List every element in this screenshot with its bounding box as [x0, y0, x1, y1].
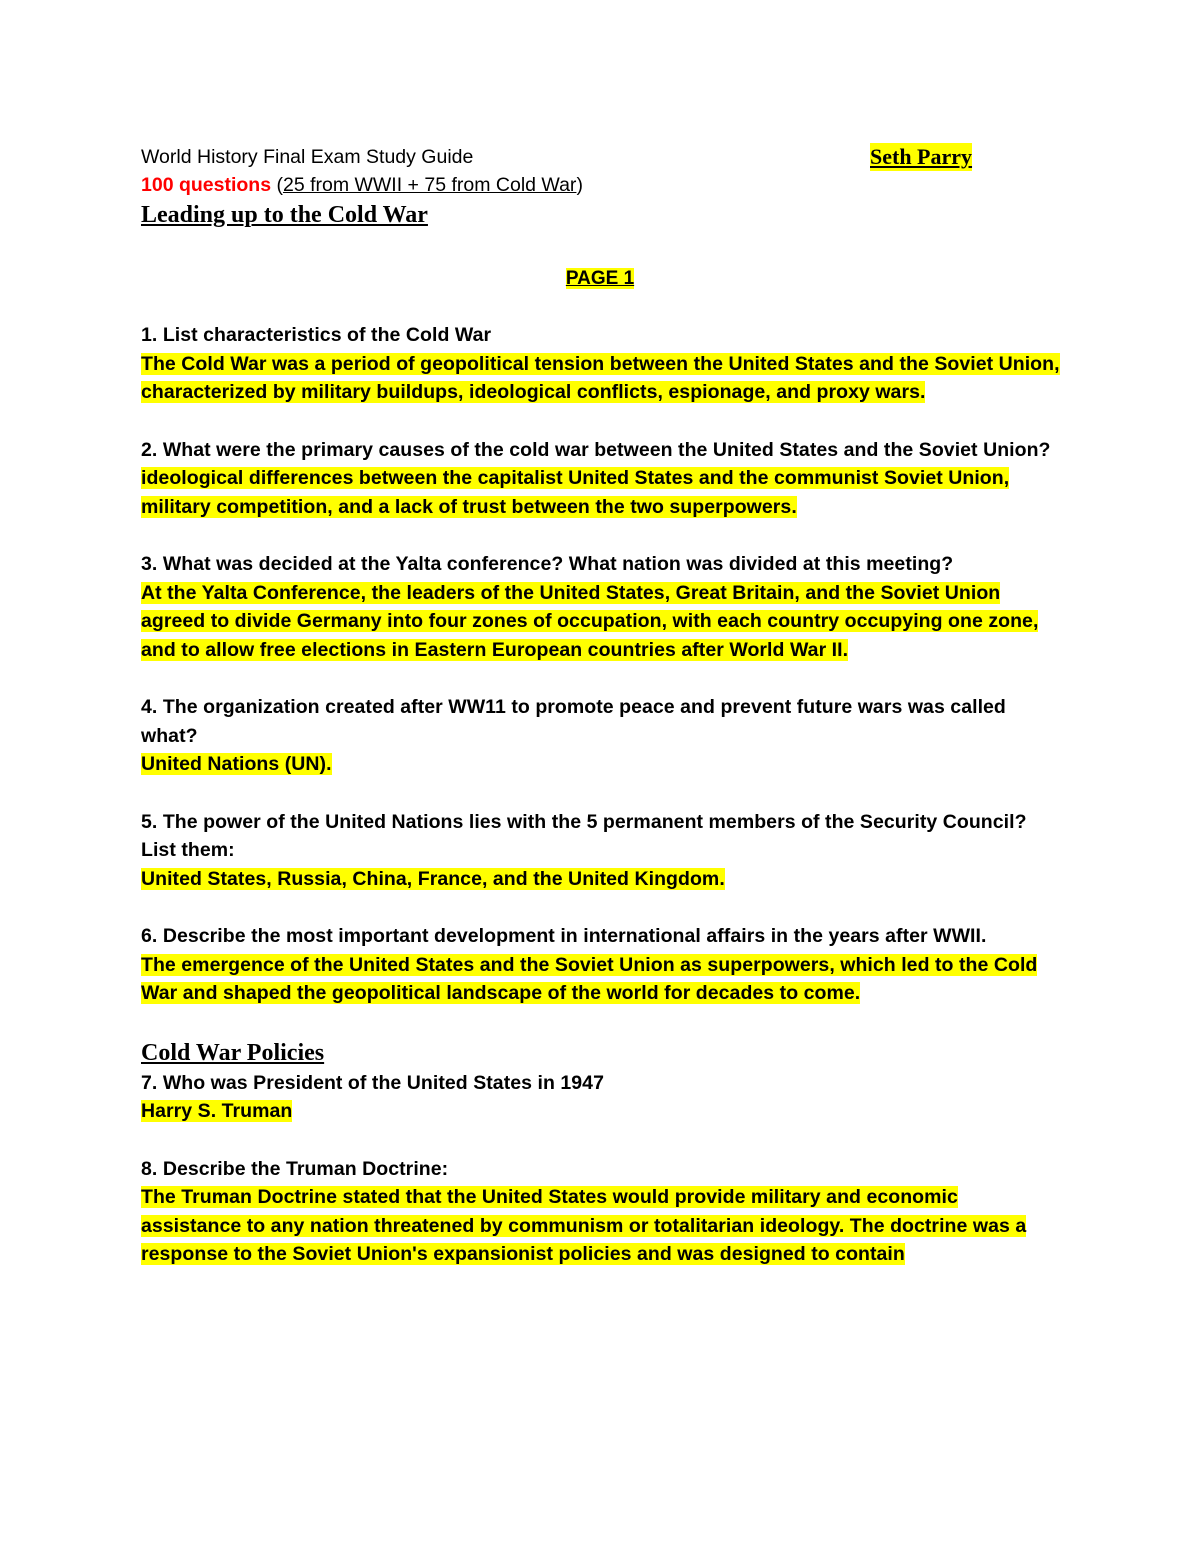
document-content [141, 143, 1061, 1298]
page-label [141, 265, 1059, 293]
question-count: 100 questions [141, 174, 272, 196]
qa-item [141, 321, 1061, 407]
answer-highlight: The Cold War was a period of geopolitical tension between the United States and the Soviet Union, characterized by military buildups, ideological conflicts, espionage, and proxy wars. [141, 352, 1060, 403]
qa-item [141, 1155, 1061, 1269]
question-text: 2. What were the primary causes of the cold war between the United States and the Soviet Union? [141, 438, 1051, 461]
breakdown-open-paren: ( [276, 174, 283, 196]
answer-highlight: At the Yalta Conference, the leaders of the United States, Great Britain, and the Soviet Union agreed to divide Germany into four zones of occupation, with each country occupying one zone, and to allow free elections in Eastern European countries after World War II. [141, 581, 1039, 661]
answer-highlight: The emergence of the United States and the Soviet Union as superpowers, which led to the Cold War and shaped the geopolitical landscape of the world for decades to come. [141, 953, 1038, 1004]
answer-text [141, 1183, 1061, 1269]
answer-text [141, 1097, 1061, 1126]
question-text: 6. Describe the most important development in international affairs in the years after WWII. [141, 925, 987, 947]
qa-item [141, 436, 1061, 522]
answer-highlight: ideological differences between the capitalist United States and the communist Soviet Union, military competition, and a lack of trust between the two superpowers. [141, 467, 1010, 518]
breakdown-close-paren: ) [576, 174, 583, 196]
qa-item [141, 693, 1061, 779]
question-count-line [141, 171, 1061, 199]
question-text: 3. What was decided at the Yalta conference? What nation was divided at this meeting? [141, 553, 954, 575]
qa-item [141, 922, 1061, 1008]
section-heading: Leading up to the Cold War [141, 202, 428, 228]
author-name: Seth Parry [870, 144, 973, 169]
answer-highlight: The Truman Doctrine stated that the United States would provide military and economic assistance to any nation threatened by communism or totalitarian ideology. The doctrine was a response to the Soviet Union's expansionist policies and was designed to contain [141, 1186, 1027, 1265]
section-heading: Cold War Policies [141, 1039, 325, 1066]
answer-highlight: United States, Russia, China, France, and the United Kingdom. [141, 867, 725, 890]
qa-item [141, 1069, 1061, 1126]
qa-item [141, 808, 1061, 894]
header-title-row [141, 143, 1061, 171]
question-text: 5. The power of the United Nations lies with the 5 permanent members of the Security Council? List them: [141, 810, 1027, 861]
answer-text [141, 865, 1061, 894]
answer-highlight: United Nations (UN). [141, 753, 332, 775]
qa-item [141, 550, 1061, 664]
answer-text [141, 750, 1061, 779]
question-text: 8. Describe the Truman Doctrine: [141, 1157, 449, 1180]
section-cold-war-policies [141, 1037, 1061, 1269]
question-text: 1. List characteristics of the Cold War [141, 324, 492, 346]
answer-text [141, 464, 1061, 521]
document-title: World History Final Exam Study Guide [141, 146, 474, 168]
question-text: 4. The organization created after WW11 to promote peace and prevent future wars was called what? [141, 696, 1006, 747]
question-text: 7. Who was President of the United States in 1947 [141, 1071, 604, 1094]
section-leading-up [141, 199, 1061, 1008]
question-breakdown: 25 from WWII + 75 from Cold War [282, 174, 577, 196]
page-label-text: PAGE 1 [565, 268, 635, 289]
answer-highlight: Harry S. Truman [141, 1100, 293, 1122]
answer-text [141, 350, 1061, 407]
answer-text [141, 951, 1061, 1008]
answer-text [141, 579, 1061, 665]
